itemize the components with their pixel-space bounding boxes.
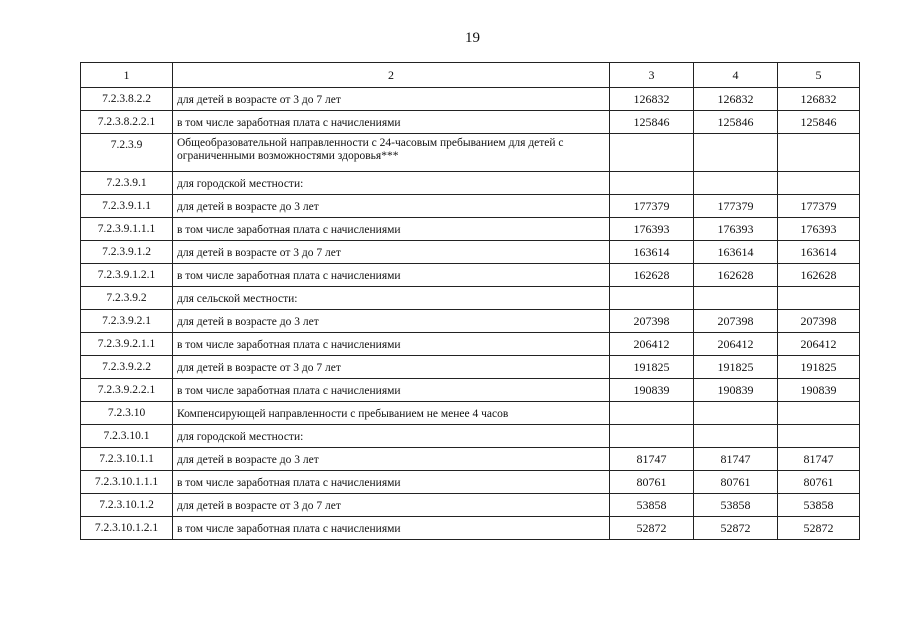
row-code: 7.2.3.9.2.2.1	[81, 379, 173, 402]
table-row	[81, 264, 860, 287]
table-row	[81, 218, 860, 241]
row-value: 52872	[778, 517, 860, 540]
row-code: 7.2.3.9.2.1.1	[81, 333, 173, 356]
row-value: 126832	[778, 88, 860, 111]
row-description: Общеобразовательной направленности с 24-часовым пребыванием для детей с ограниченными возможностями здоровья***	[173, 134, 610, 172]
row-value: 191825	[694, 356, 778, 379]
row-value	[694, 287, 778, 310]
row-description: в том числе заработная плата с начислениями	[173, 517, 610, 540]
row-code: 7.2.3.10	[81, 402, 173, 425]
row-value: 126832	[694, 88, 778, 111]
row-description: для детей в возрасте до 3 лет	[173, 195, 610, 218]
row-description: для детей в возрасте от 3 до 7 лет	[173, 356, 610, 379]
row-value: 176393	[610, 218, 694, 241]
row-value: 206412	[778, 333, 860, 356]
row-code: 7.2.3.10.1.1.1	[81, 471, 173, 494]
row-value: 207398	[694, 310, 778, 333]
row-value	[778, 402, 860, 425]
table-row	[81, 379, 860, 402]
row-code: 7.2.3.9.1.1.1	[81, 218, 173, 241]
row-value: 163614	[778, 241, 860, 264]
row-code: 7.2.3.9.1.2.1	[81, 264, 173, 287]
row-value: 125846	[778, 111, 860, 134]
table-row	[81, 88, 860, 111]
row-value: 206412	[694, 333, 778, 356]
table-row	[81, 134, 860, 172]
row-value: 176393	[694, 218, 778, 241]
row-value: 125846	[694, 111, 778, 134]
table-row	[81, 402, 860, 425]
row-value	[610, 287, 694, 310]
row-code: 7.2.3.9.2.2	[81, 356, 173, 379]
row-code: 7.2.3.9.1.2	[81, 241, 173, 264]
row-value: 177379	[694, 195, 778, 218]
row-value: 80761	[778, 471, 860, 494]
table-row	[81, 494, 860, 517]
row-code: 7.2.3.9.2	[81, 287, 173, 310]
header-cell: 3	[610, 63, 694, 88]
table-row	[81, 333, 860, 356]
row-value	[610, 134, 694, 172]
row-value: 177379	[778, 195, 860, 218]
row-value: 81747	[694, 448, 778, 471]
row-value	[694, 425, 778, 448]
page-number: 19	[465, 30, 480, 46]
row-code: 7.2.3.8.2.2.1	[81, 111, 173, 134]
table-row	[81, 471, 860, 494]
table-row	[81, 111, 860, 134]
row-value: 52872	[610, 517, 694, 540]
row-code: 7.2.3.9.2.1	[81, 310, 173, 333]
tariff-table	[80, 62, 860, 540]
row-code: 7.2.3.8.2.2	[81, 88, 173, 111]
row-value: 163614	[610, 241, 694, 264]
row-value	[778, 425, 860, 448]
row-value: 53858	[610, 494, 694, 517]
row-value: 191825	[610, 356, 694, 379]
row-description: для детей в возрасте до 3 лет	[173, 310, 610, 333]
row-value	[694, 134, 778, 172]
table-row	[81, 356, 860, 379]
row-description: в том числе заработная плата с начислениями	[173, 333, 610, 356]
row-value: 53858	[694, 494, 778, 517]
row-value: 207398	[610, 310, 694, 333]
row-code: 7.2.3.9.1	[81, 172, 173, 195]
row-description: в том числе заработная плата с начислениями	[173, 379, 610, 402]
table-row	[81, 448, 860, 471]
row-value	[694, 172, 778, 195]
row-description: для городской местности:	[173, 172, 610, 195]
row-description: для детей в возрасте от 3 до 7 лет	[173, 241, 610, 264]
row-value: 125846	[610, 111, 694, 134]
row-code: 7.2.3.10.1.2	[81, 494, 173, 517]
row-value: 80761	[610, 471, 694, 494]
row-value	[694, 402, 778, 425]
row-value: 190839	[694, 379, 778, 402]
row-value: 163614	[694, 241, 778, 264]
row-value: 52872	[694, 517, 778, 540]
row-value: 162628	[610, 264, 694, 287]
row-description: для детей в возрасте от 3 до 7 лет	[173, 88, 610, 111]
row-code: 7.2.3.9	[81, 134, 173, 172]
row-value	[778, 134, 860, 172]
header-cell: 4	[694, 63, 778, 88]
row-code: 7.2.3.9.1.1	[81, 195, 173, 218]
row-value	[610, 402, 694, 425]
row-value: 53858	[778, 494, 860, 517]
row-value: 191825	[778, 356, 860, 379]
row-value: 81747	[778, 448, 860, 471]
row-code: 7.2.3.10.1.2.1	[81, 517, 173, 540]
header-cell: 5	[778, 63, 860, 88]
row-value: 190839	[778, 379, 860, 402]
row-value: 126832	[610, 88, 694, 111]
row-description: для городской местности:	[173, 425, 610, 448]
table-row	[81, 172, 860, 195]
header-cell: 2	[173, 63, 610, 88]
row-value: 80761	[694, 471, 778, 494]
row-value	[610, 425, 694, 448]
row-description: для детей в возрасте до 3 лет	[173, 448, 610, 471]
row-value: 206412	[610, 333, 694, 356]
row-value: 190839	[610, 379, 694, 402]
table-row	[81, 195, 860, 218]
header-row	[81, 63, 860, 88]
table-row	[81, 287, 860, 310]
row-description: для детей в возрасте от 3 до 7 лет	[173, 494, 610, 517]
row-value	[778, 287, 860, 310]
row-description: в том числе заработная плата с начислениями	[173, 471, 610, 494]
row-code: 7.2.3.10.1	[81, 425, 173, 448]
row-code: 7.2.3.10.1.1	[81, 448, 173, 471]
table-row	[81, 517, 860, 540]
row-value: 207398	[778, 310, 860, 333]
table-row	[81, 425, 860, 448]
header-cell: 1	[81, 63, 173, 88]
row-value: 81747	[610, 448, 694, 471]
row-value	[610, 172, 694, 195]
row-value: 162628	[778, 264, 860, 287]
row-description: Компенсирующей направленности с пребыванием не менее 4 часов	[173, 402, 610, 425]
row-description: для сельской местности:	[173, 287, 610, 310]
row-description: в том числе заработная плата с начислениями	[173, 264, 610, 287]
row-value	[778, 172, 860, 195]
row-value: 176393	[778, 218, 860, 241]
table-row	[81, 241, 860, 264]
row-description: в том числе заработная плата с начислениями	[173, 111, 610, 134]
row-description: в том числе заработная плата с начислениями	[173, 218, 610, 241]
row-value: 162628	[694, 264, 778, 287]
row-value: 177379	[610, 195, 694, 218]
table-row	[81, 310, 860, 333]
